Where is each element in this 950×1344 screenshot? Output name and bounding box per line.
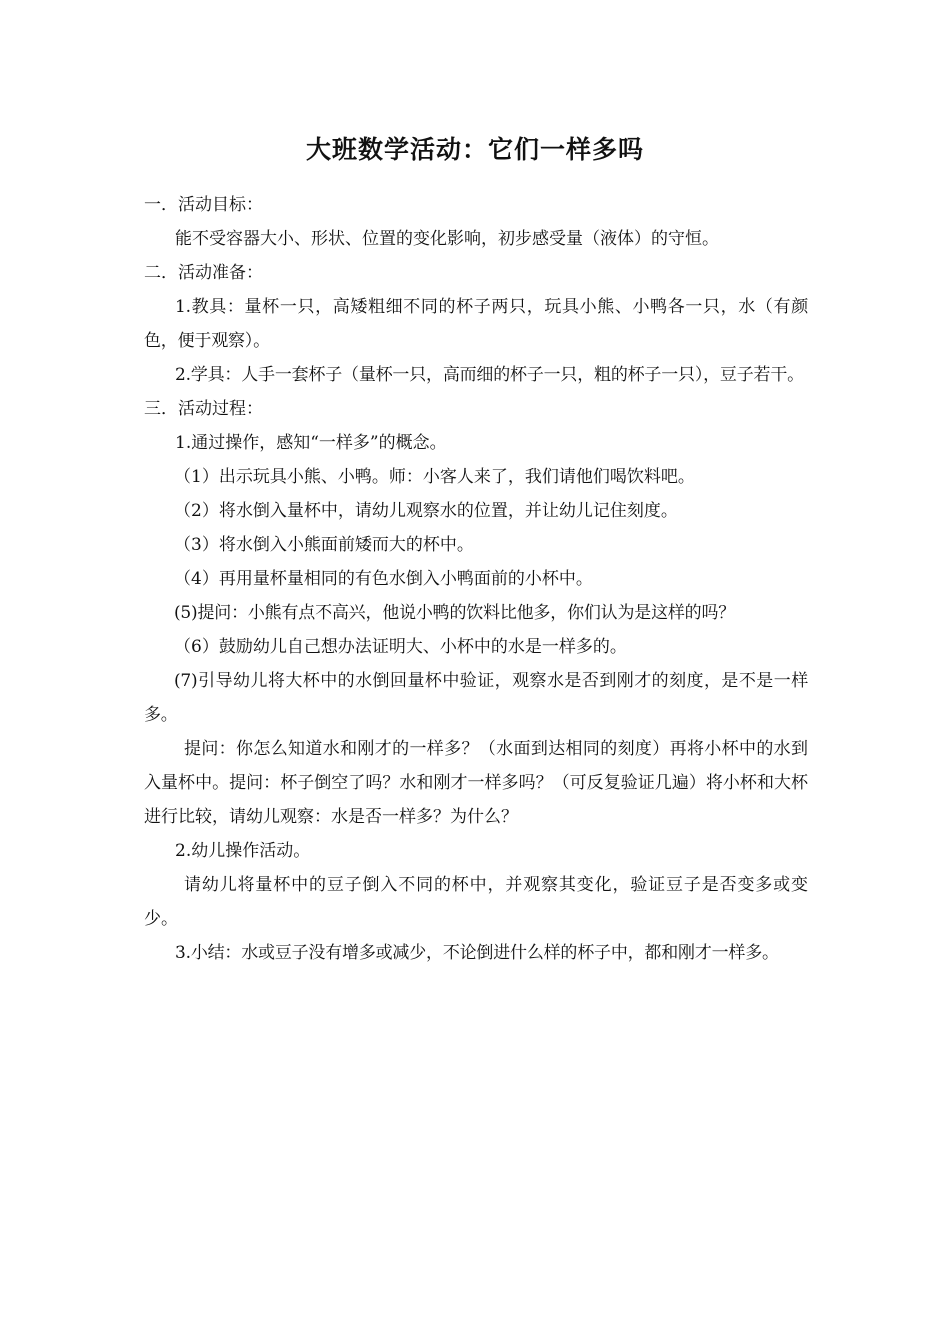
process-step-4: （4）再用量杯量相同的有色水倒入小鸭面前的小杯中。 — [174, 569, 593, 589]
preparation-item-student-aids: 2.学具：人手一套杯子（量杯一只，高而细的杯子一只，粗的杯子一只），豆子若干。 — [175, 365, 804, 385]
process-step-6: （6）鼓励幼儿自己想办法证明大、小杯中的水是一样多的。 — [174, 637, 627, 657]
objectives-text: 能不受容器大小、形状、位置的变化影响，初步感受量（液体）的守恒。 — [175, 229, 719, 249]
process-step-7: (7)引导幼儿将大杯中的水倒回量杯中验证，观察水是否到刚才的刻度，是不是一样多。 — [144, 671, 808, 725]
process-item-operation: 2.幼儿操作活动。 — [175, 841, 311, 861]
section-heading-process: 三．活动过程： — [144, 399, 263, 419]
operation-text: 请幼儿将量杯中的豆子倒入不同的杯中，并观察其变化，验证豆子是否变多或变少。 — [144, 875, 808, 929]
section-heading-objectives: 一．活动目标： — [144, 195, 263, 215]
process-step-5: (5)提问：小熊有点不高兴，他说小鸭的饮料比他多，你们认为是这样的吗？ — [174, 603, 736, 623]
page-title: 大班数学活动：它们一样多吗 — [305, 135, 644, 164]
process-step-1: （1）出示玩具小熊、小鸭。师：小客人来了，我们请他们喝饮料吧。 — [174, 467, 695, 487]
summary-text: 3.小结：水或豆子没有增多或减少，不论倒进什么样的杯子中，都和刚才一样多。 — [175, 943, 779, 963]
process-item-concept: 1.通过操作，感知“一样多”的概念。 — [175, 433, 447, 453]
question-paragraph: 提问：你怎么知道水和刚才的一样多？（水面到达相同的刻度）再将小杯中的水到入量杯中。提问：杯子倒空了吗？水和刚才一样多吗？（可反复验证几遍）将小杯和大杯进行比较，请幼儿观察：水是否一样多？为什么？ — [144, 739, 808, 827]
process-step-3: （3）将水倒入小熊面前矮而大的杯中。 — [174, 535, 474, 555]
preparation-item-teaching-aids: 1.教具：量杯一只，高矮粗细不同的杯子两只，玩具小熊、小鸭各一只，水（有颜色，便于观察）。 — [144, 297, 808, 351]
document-body — [144, 188, 808, 970]
process-step-2: （2）将水倒入量杯中，请幼儿观察水的位置，并让幼儿记住刻度。 — [174, 501, 678, 521]
section-heading-preparation: 二．活动准备： — [144, 263, 263, 283]
